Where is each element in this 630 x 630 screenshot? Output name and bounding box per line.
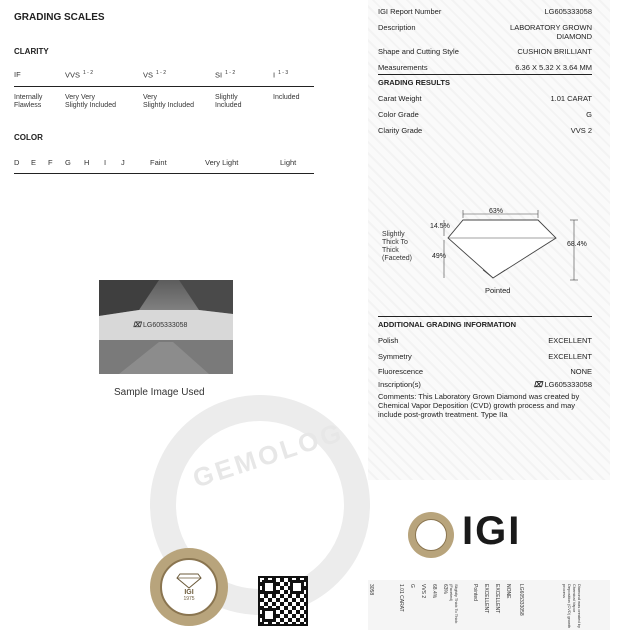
color-letter-j: J (121, 158, 125, 167)
clarity-desc-if: Internally Flawless (14, 94, 43, 109)
stub-col-table: 63% (442, 584, 448, 595)
rule-measurements (378, 74, 592, 75)
igi-seal-icon: IGI 1975 (150, 548, 228, 626)
igi-mark-icon: ⌧ (133, 322, 142, 329)
clarity-code-vvs: VVS $^{1 - 2}$ (65, 70, 94, 80)
stub-col-depth: 68.4% (431, 584, 437, 599)
clarity-code-i: I $^{1 - 3}$ (273, 70, 289, 80)
clarity-desc-vs: Very Slightly Included (143, 94, 194, 109)
grading-results-heading: GRADING RESULTS (378, 78, 450, 87)
result-carat: Carat Weight 1.01 CARAT (378, 94, 592, 103)
clarity-desc-i: Included (273, 94, 300, 101)
clarity-rule (14, 86, 314, 87)
clarity-desc-si: Slightly Included (215, 94, 242, 109)
clarity-code-si: SI $^{1 - 2}$ (215, 70, 236, 80)
color-letter-i: I (104, 158, 107, 167)
prop-table: 63% (489, 208, 504, 215)
prop-girdle: Slightly Thick To Thick (Faceted) (382, 231, 412, 262)
result-color: Color Grade G (378, 110, 592, 119)
stub-col-carat: 1.01 CARAT (398, 584, 404, 612)
additional-polish: Polish EXCELLENT (378, 336, 592, 345)
color-light: Light (280, 158, 297, 167)
stub-col-polish: EXCELLENT (483, 584, 489, 614)
grading-scales-title: GRADING SCALES (14, 12, 105, 23)
stub-col-inscription: LG605333058 (518, 584, 524, 616)
stub-left-code: 3058 (368, 584, 374, 596)
diamond-icon (176, 573, 202, 589)
igi-small-seal-icon (408, 512, 454, 558)
sample-caption: Sample Image Used (114, 387, 205, 398)
color-faint: Faint (150, 158, 167, 167)
igi-mark-icon: ⌧ (533, 380, 543, 389)
color-letter-h: H (84, 158, 90, 167)
clarity-desc-vvs: Very Very Slightly Included (65, 94, 116, 109)
additional-heading: ADDITIONAL GRADING INFORMATION (378, 320, 517, 329)
color-rule (14, 173, 314, 174)
prop-crown: 14.5% (430, 223, 450, 230)
color-very-light: Very Light (205, 158, 239, 167)
field-report-number: IGI Report Number LG605333058 (378, 7, 592, 16)
color-letter-g: G (65, 158, 71, 167)
additional-inscription: Inscription(s) ⌧ LG605333058 (378, 380, 592, 389)
additional-fluorescence: Fluorescence NONE (378, 367, 592, 376)
stub-col-symmetry: EXCELLENT (494, 584, 500, 614)
stub-col-culet: Pointed (472, 584, 478, 601)
sample-girdle-photo (99, 280, 233, 374)
stub-col-clarity: VVS 2 (420, 584, 426, 599)
watermark-text: GEMOLOG (189, 416, 348, 494)
additional-symmetry: Symmetry EXCELLENT (378, 352, 592, 361)
stub-col-fluorescence: NONE (505, 584, 511, 599)
rule-additional (378, 316, 592, 317)
field-description: Description LABORATORY GROWN DIAMOND (378, 23, 592, 41)
stub-comment: Diamond was created by Chemical Vapor Deposition (CVD) growth process (562, 584, 582, 629)
prop-pavilion: 49% (432, 253, 447, 260)
color-heading: COLOR (14, 133, 43, 142)
sample-inscription: ⌧ LG605333058 (133, 322, 188, 329)
prop-culet: Pointed (485, 286, 511, 295)
comments: Comments: This Laboratory Grown Diamond was created by Chemical Vapor Deposition (CVD) growth process and may include post-growth treatment. Type IIa (378, 392, 580, 419)
igi-logo: IGI (462, 509, 522, 553)
prop-depth: 68.4% (567, 241, 587, 248)
clarity-code-if: IF (14, 70, 21, 79)
color-letter-f: F (48, 158, 53, 167)
field-measurements: Measurements 6.36 X 5.32 X 3.64 MM (378, 63, 592, 72)
clarity-heading: CLARITY (14, 47, 49, 56)
stub-col-color: G (409, 584, 415, 588)
color-letter-d: D (14, 158, 20, 167)
field-shape: Shape and Cutting Style CUSHION BRILLIANT (378, 47, 592, 56)
qr-code[interactable] (258, 576, 308, 626)
color-letter-e: E (31, 158, 37, 167)
result-clarity: Clarity Grade VVS 2 (378, 126, 592, 135)
stub-col-girdle: Slightly Thick To Thick (Faceted) (449, 584, 459, 624)
clarity-code-vs: VS $^{1 - 2}$ (143, 70, 167, 80)
